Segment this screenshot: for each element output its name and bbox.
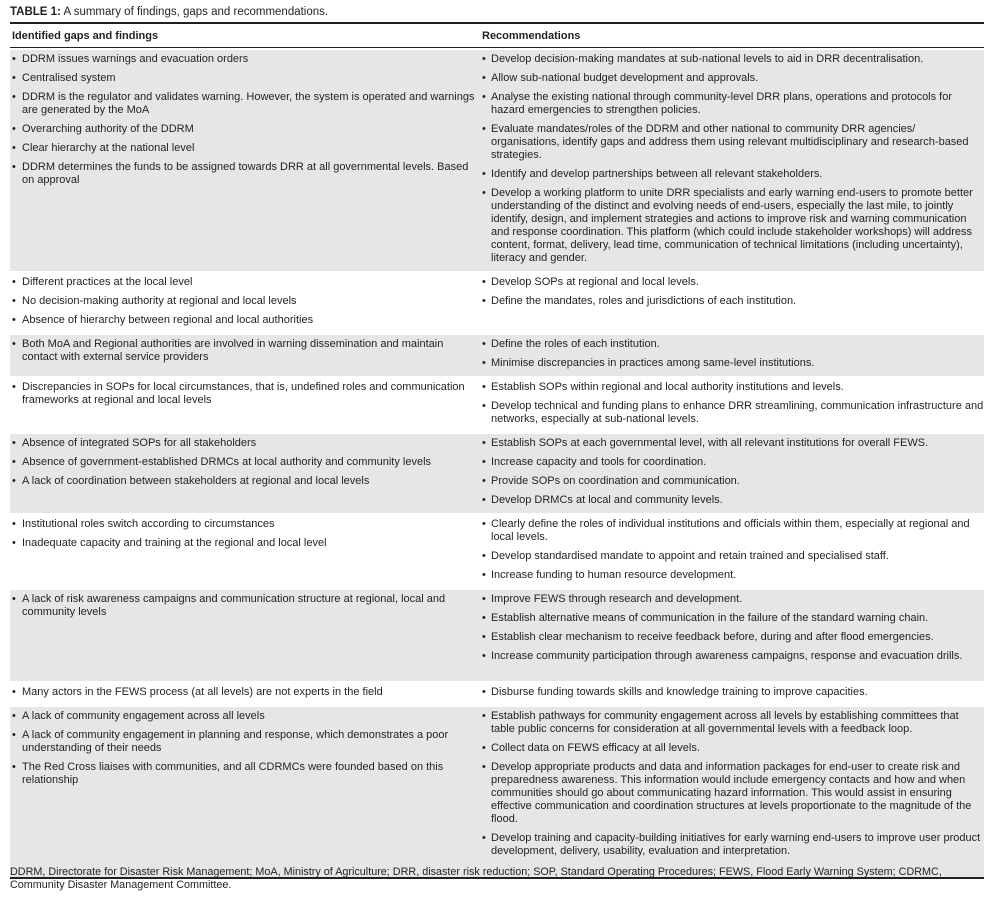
- list-item: • Identify and develop partnerships between all relevant stakeholders.: [480, 168, 984, 181]
- list-item: • Establish SOPs at each governmental level, with all relevant institutions for overall FEWS.: [480, 437, 984, 450]
- list-item: • Clear hierarchy at the national level: [10, 142, 480, 155]
- bullet-list: [480, 686, 984, 699]
- list-item: • Institutional roles switch according to circumstances: [10, 518, 480, 531]
- table-caption: [10, 6, 328, 18]
- bullet-list: [10, 53, 480, 187]
- list-item: • Disburse funding towards skills and knowledge training to improve capacities.: [480, 686, 984, 699]
- bullet-list: [10, 338, 480, 364]
- list-item: • Absence of government-established DRMCs at local authority and community levels: [10, 456, 480, 469]
- bullet-list: [480, 593, 984, 663]
- list-item: • Many actors in the FEWS process (at all levels) are not experts in the field: [10, 686, 480, 699]
- bullet-list: [10, 276, 480, 327]
- list-item: • Develop standardised mandate to appoint and retain trained and specialised staff.: [480, 550, 984, 563]
- list-item: • Improve FEWS through research and development.: [480, 593, 984, 606]
- list-item: • Establish alternative means of communication in the failure of the standard warning chain.: [480, 612, 984, 625]
- list-item: • Discrepancies in SOPs for local circumstances, that is, undefined roles and communication frameworks at regional and local levels: [10, 381, 480, 407]
- list-item: • Analyse the existing national through community-level DRR plans, operations and protocols for hazard emergencies to strengthen policies.: [480, 91, 984, 117]
- gaps-cell: [10, 683, 480, 705]
- list-item: • Evaluate mandates/roles of the DDRM and other national to community DRR agencies/ organisations, identify gaps and address them using relevant multidisciplinary and research-based strategies.: [480, 123, 984, 162]
- bullet-list: [10, 686, 480, 699]
- list-item: • Both MoA and Regional authorities are involved in warning dissemination and maintain contact with external service providers: [10, 338, 480, 364]
- gaps-cell: [10, 378, 480, 432]
- list-item: • Absence of integrated SOPs for all stakeholders: [10, 437, 480, 450]
- list-item: • Develop technical and funding plans to enhance DRR streamlining, communication infrastructure and networks, especially at sub-national levels.: [480, 400, 984, 426]
- recommendations-cell: [480, 590, 984, 681]
- bullet-list: [480, 518, 984, 582]
- table-row: [10, 273, 984, 333]
- list-item: • Centralised system: [10, 72, 480, 85]
- recommendations-cell: [480, 707, 984, 877]
- gaps-cell: [10, 707, 480, 877]
- list-item: • A lack of community engagement across all levels: [10, 710, 480, 723]
- recommendations-cell: [480, 434, 984, 513]
- bullet-list: [480, 381, 984, 426]
- list-item: • A lack of risk awareness campaigns and communication structure at regional, local and community levels: [10, 593, 480, 619]
- recommendations-cell: [480, 335, 984, 376]
- bullet-list: [480, 437, 984, 507]
- list-item: • Develop training and capacity-building initiatives for early warning end-users to improve user product development, delivery, usability, evaluation and interpretation.: [480, 832, 984, 858]
- bullet-list: [10, 518, 480, 550]
- gaps-cell: [10, 50, 480, 271]
- table-row: [10, 50, 984, 271]
- list-item: • Minimise discrepancies in practices among same-level institutions.: [480, 357, 984, 370]
- list-item: • Different practices at the local level: [10, 276, 480, 289]
- list-item: • Develop a working platform to unite DRR specialists and early warning end-users to promote better understanding of the distinct and evolving needs of end-users, especially the last mile, to jointly identify, design, and implement strategies and actions to improve risk and warning communication and response coordination. This platform (which could include stakeholder workshops) will address content, format, delivery, lead time, communication of technical limitations (including uncertainty), literacy and gender.: [480, 187, 984, 265]
- bullet-list: [480, 53, 984, 265]
- list-item: • Establish pathways for community engagement across all levels by establishing committees that table public concerns for consideration at all governmental levels with a feedback loop.: [480, 710, 984, 736]
- column-header-gaps: Identified gaps and findings: [10, 24, 480, 48]
- bullet-list: [480, 710, 984, 858]
- list-item: • Develop DRMCs at local and community levels.: [480, 494, 984, 507]
- list-item: • Develop SOPs at regional and local levels.: [480, 276, 984, 289]
- gaps-cell: [10, 335, 480, 376]
- list-item: • Increase community participation through awareness campaigns, response and evacuation drills.: [480, 650, 984, 663]
- list-item: • DDRM determines the funds to be assigned towards DRR at all governmental levels. Based on approval: [10, 161, 480, 187]
- findings-table: [10, 22, 984, 879]
- bullet-list: [480, 276, 984, 308]
- bullet-list: [10, 593, 480, 619]
- bullet-list: [480, 338, 984, 370]
- table-row: [10, 590, 984, 681]
- list-item: • A lack of coordination between stakeholders at regional and local levels: [10, 475, 480, 488]
- recommendations-cell: [480, 683, 984, 705]
- recommendations-cell: [480, 50, 984, 271]
- gaps-cell: [10, 590, 480, 681]
- gaps-cell: [10, 434, 480, 513]
- table-row: [10, 707, 984, 877]
- recommendations-cell: [480, 378, 984, 432]
- list-item: • Increase capacity and tools for coordination.: [480, 456, 984, 469]
- list-item: • Establish clear mechanism to receive feedback before, during and after flood emergencies.: [480, 631, 984, 644]
- list-item: • Overarching authority of the DDRM: [10, 123, 480, 136]
- list-item: • Develop appropriate products and data and information packages for end-user to create risk and preparedness awareness. This information would include emergency contacts and how and when communities should go about communicating hazard information. This would assist in ensuring effective communication and coordination structures at levels proportionate to the magnitude of the flood.: [480, 761, 984, 826]
- list-item: • Increase funding to human resource development.: [480, 569, 984, 582]
- list-item: • The Red Cross liaises with communities, and all CDRMCs were founded based on this relationship: [10, 761, 480, 787]
- list-item: • Define the mandates, roles and jurisdictions of each institution.: [480, 295, 984, 308]
- table-title: A summary of findings, gaps and recommendations.: [60, 6, 329, 18]
- table-row: [10, 434, 984, 513]
- list-item: • Collect data on FEWS efficacy at all levels.: [480, 742, 984, 755]
- list-item: • Provide SOPs on coordination and communication.: [480, 475, 984, 488]
- list-item: • DDRM issues warnings and evacuation orders: [10, 53, 480, 66]
- gaps-cell: [10, 273, 480, 333]
- list-item: • Inadequate capacity and training at the regional and local level: [10, 537, 480, 550]
- list-item: • DDRM is the regulator and validates warning. However, the system is operated and warnings are generated by the MoA: [10, 91, 480, 117]
- bullet-list: [10, 710, 480, 787]
- table-row: [10, 515, 984, 588]
- list-item: • Clearly define the roles of individual institutions and officials within them, especially at regional and local levels.: [480, 518, 984, 544]
- list-item: • Establish SOPs within regional and local authority institutions and levels.: [480, 381, 984, 394]
- list-item: • No decision-making authority at regional and local levels: [10, 295, 480, 308]
- table-row: [10, 378, 984, 432]
- list-item: • Absence of hierarchy between regional and local authorities: [10, 314, 480, 327]
- recommendations-cell: [480, 515, 984, 588]
- list-item: • Allow sub-national budget development and approvals.: [480, 72, 984, 85]
- column-header-recommendations: Recommendations: [480, 24, 984, 48]
- table-row: [10, 335, 984, 376]
- list-item: • A lack of community engagement in planning and response, which demonstrates a poor understanding of their needs: [10, 729, 480, 755]
- list-item: • Develop decision-making mandates at sub-national levels to aid in DRR decentralisation.: [480, 53, 984, 66]
- table-label: TABLE 1:: [10, 6, 61, 18]
- bullet-list: [10, 437, 480, 488]
- bullet-list: [10, 381, 480, 407]
- gaps-cell: [10, 515, 480, 588]
- recommendations-cell: [480, 273, 984, 333]
- table-row: [10, 683, 984, 705]
- table-footnote: DDRM, Directorate for Disaster Risk Management; MoA, Ministry of Agriculture; DRR, disaster risk reduction; SOP, Standard Operating Procedures; FEWS, Flood Early Warning System; CDRMC, Community Disaster Management Committee.: [10, 866, 942, 891]
- list-item: • Define the roles of each institution.: [480, 338, 984, 351]
